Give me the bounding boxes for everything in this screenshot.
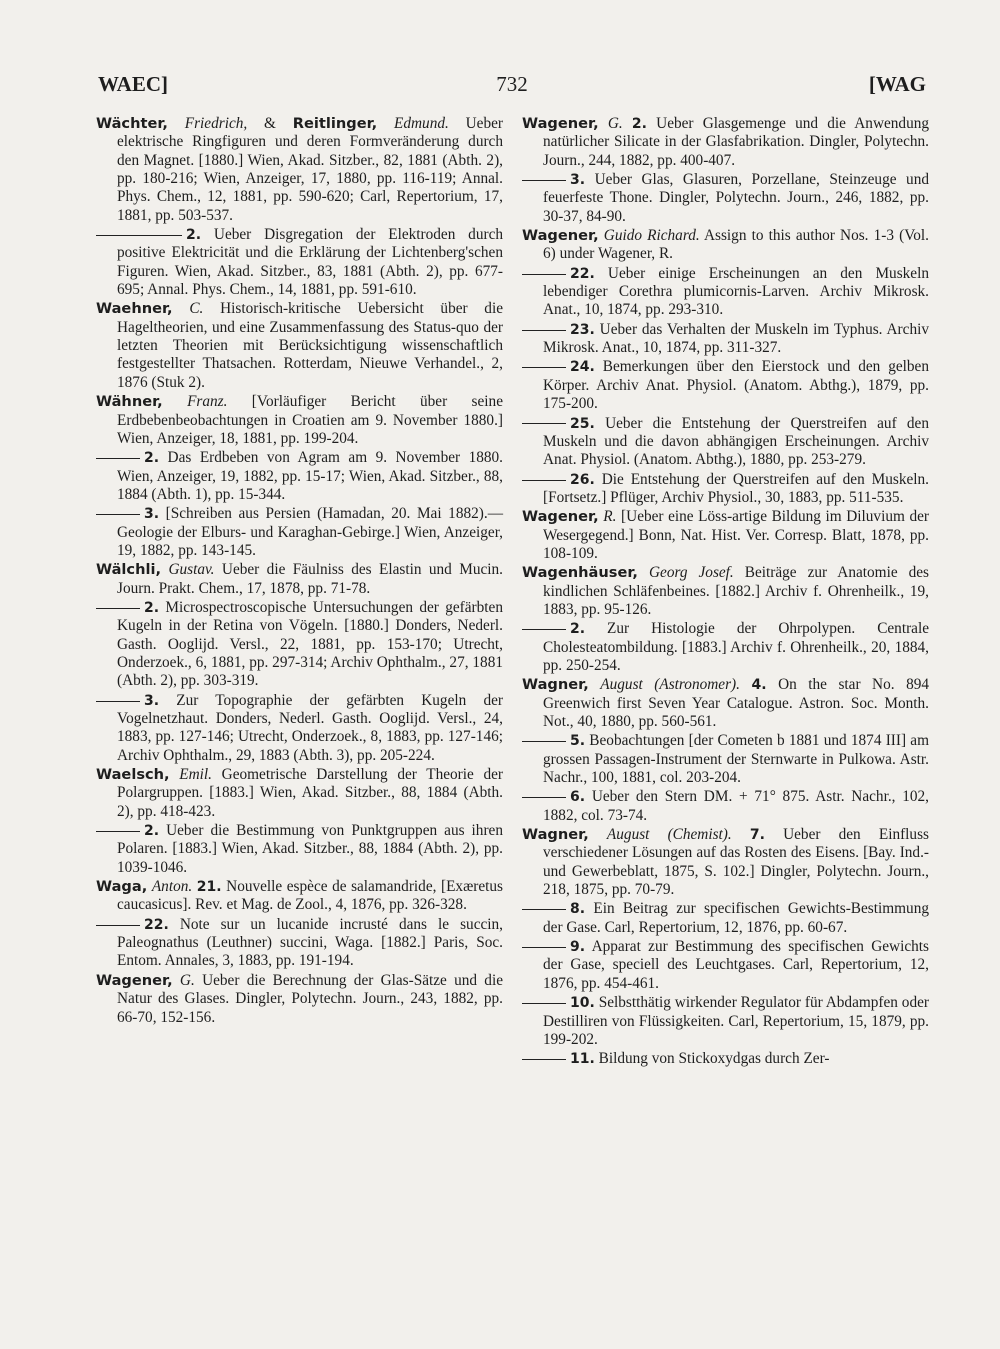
bibliography-entry <box>522 265 929 320</box>
coauthor-surname: Reitlinger, <box>292 115 378 132</box>
entry-number: 9. <box>570 939 586 956</box>
entry-text: Microspectroscopische Untersuchungen der gefärbten Kugeln in der Retina von Vögeln. [1880.] Donders, Nederl. Gasth. Ooglijd. Versl., 22, 1881, pp. 153-170; Utrecht, Onderzoek., 6, 1881, pp. 297-314; Archiv Ophthalm., 27, 1881 (Abth. 2), pp. 303-319. <box>117 598 503 690</box>
bibliography-entry <box>522 938 929 993</box>
author-surname: Wagener, <box>522 508 599 526</box>
author-given-name: C. <box>189 300 204 318</box>
bibliography-entry <box>96 878 503 915</box>
entry-number: 5. <box>570 733 586 750</box>
entry-text: [Vorläufiger Bericht über seine Erdbebenbeobachtungen in Croatien am 9. November 1880.] Wien, Anzeiger, 18, 1881, pp. 199-204. <box>117 393 503 447</box>
bibliography-entry <box>522 900 929 937</box>
author-surname: Wagener, <box>522 227 599 245</box>
entry-number: 2. <box>186 227 202 244</box>
repeat-author-dash <box>522 629 566 630</box>
entry-number: 8. <box>570 901 586 918</box>
repeat-author-dash <box>96 514 140 515</box>
entry-number: 22. <box>144 916 169 933</box>
bibliography-entry <box>522 676 929 731</box>
author-surname: Wälchli, <box>96 561 162 579</box>
entry-text: Ein Beitrag zur specifischen Gewichts-Bestimmung der Gase. Carl, Repertorium, 12, 1876, pp. 60-67. <box>543 900 929 936</box>
header-left-guide: WAEC] <box>98 72 169 96</box>
bibliography-entry <box>522 227 929 264</box>
bibliography-entry <box>96 561 503 598</box>
repeat-author-dash <box>96 701 140 702</box>
entry-text: Bildung von Stickoxydgas durch Zer- <box>598 1050 830 1068</box>
repeat-author-dash <box>96 608 140 609</box>
repeat-author-dash <box>522 909 566 910</box>
entry-number: 3. <box>144 506 160 523</box>
repeat-author-dash <box>96 458 140 459</box>
entry-number: 22. <box>570 265 595 282</box>
bibliography-entry <box>96 300 503 392</box>
author-given-name: Emil. <box>179 766 212 784</box>
repeat-author-dash <box>522 180 566 181</box>
entry-text: Historisch-kritische Uebersicht über die Hageltheorien, und eine Zusammenfassung des Status-quo der letzten Theorien mit Berücksichtigung wissenschaftlich festgestellter Thatsachen. Rotterdam, Nieuwe Verhandel., 2, 1876 (Stuk 2). <box>117 300 503 391</box>
bibliography-entry <box>96 972 503 1027</box>
entry-text: Ueber einige Erscheinungen an den Muskeln lebendiger Corethra plumicornis-Larven. Archiv Mikrosk. Anat., 10, 1874, pp. 293-310. <box>543 264 929 319</box>
header-right-guide: [WAG <box>868 72 926 96</box>
entry-number: 23. <box>570 321 595 338</box>
entry-text: Ueber den Einfluss verschiedener Lösungen auf das Rosten des Eisens. [Bay. Ind.- und Gewerbeblatt, 1875, S. 102.] Dingler, Polytechn. Journ., 218, 1875, pp. 70-79. <box>543 826 929 899</box>
repeat-author-dash <box>522 367 566 368</box>
entry-text: Ueber Disgregation der Elektroden durch positive Elektricität und die Erklärung der Lichtenberg'schen Figuren. Wien, Akad. Sitzber., 83, 1881 (Abth. 2), pp. 677-695; Annal. Phys. Chem., 14, 1881, pp. 591-610. <box>117 226 504 299</box>
author-separator: & <box>264 115 276 132</box>
author-surname: Wagener, <box>522 115 599 132</box>
bibliography-entry <box>522 358 929 413</box>
entry-text: [Ueber eine Löss-artige Bildung im Diluvium der Wesergegend.] Bonn, Nat. Hist. Ver. Corresp. Blatt, 1878, pp. 108-109. <box>543 508 930 562</box>
bibliography-entry <box>522 788 929 825</box>
repeat-author-dash <box>522 1059 566 1060</box>
entry-number: 2. <box>144 823 160 840</box>
author-surname: Wagner, <box>522 676 589 694</box>
entry-number: 6. <box>570 789 586 806</box>
author-surname: Wagener, <box>96 971 173 989</box>
entry-number: 2. <box>144 450 160 467</box>
repeat-author-dash <box>522 797 566 798</box>
entry-text: Beobachtungen [der Cometen b 1881 und 1874 III] am grossen Passagen-Instrument der Sternwarte in Pulkowa. Astr. Nachr., 100, 1881, col. 203-204. <box>543 732 929 787</box>
bibliography-entry <box>96 599 503 691</box>
entry-text: Ueber das Verhalten der Muskeln im Typhus. Archiv Mikrosk. Anat., 10, 1874, pp. 311-327. <box>543 320 929 357</box>
bibliography-entry <box>522 994 929 1049</box>
repeat-author-dash <box>522 947 566 948</box>
repeat-author-dash <box>522 330 566 331</box>
author-given-name: R. <box>603 508 617 526</box>
bibliography-entry <box>96 822 503 877</box>
entry-text: [Schreiben aus Persien (Hamadan, 20. Mai 1882).—Geologie der Elburs- und Karaghan-Gebirge.] Wien, Anzeiger, 19, 1882, pp. 143-145. <box>117 505 503 559</box>
bibliography-entry <box>522 321 929 358</box>
author-surname: Wähner, <box>96 393 163 411</box>
bibliography-entry <box>96 449 503 504</box>
bibliography-entry <box>96 226 503 299</box>
entry-number: 2. <box>570 621 586 638</box>
coauthor-given-name: Edmund. <box>394 115 449 132</box>
bibliography-entry <box>522 620 929 675</box>
author-given-name: Friedrich, <box>184 115 248 132</box>
entry-text: Selbstthätig wirkender Regulator für Abdampfen oder Destilliren von Flüssigkeiten. Carl, Repertorium, 15, 1879, pp. 199-202. <box>543 994 929 1048</box>
repeat-author-dash <box>522 274 566 275</box>
repeat-author-dash <box>522 741 566 742</box>
repeat-author-dash <box>522 480 566 481</box>
author-given-name: August (Astronomer). <box>600 676 740 694</box>
entry-text: Das Erdbeben von Agram am 9. November 1880. Wien, Anzeiger, 19, 1882, pp. 15-17; Wien, Akad. Sitzber., 88, 1884 (Abth. 1), pp. 15-344. <box>117 449 504 503</box>
entry-text: Zur Histologie der Ohrpolypen. Centrale Cholesteatombildung. [1883.] Archiv f. Ohrenheilk., 20, 1884, pp. 250-254. <box>543 620 930 674</box>
entry-text: Assign to this author Nos. 1-3 (Vol. 6) under Wagener, R. <box>543 227 930 263</box>
entry-text: Geometrische Darstellung der Theorie der Polargruppen. [1883.] Wien, Akad. Sitzber., 88, 1884 (Abth. 2), pp. 418-423. <box>117 766 503 820</box>
author-surname: Waehner, <box>96 300 173 318</box>
author-surname: Waelsch, <box>96 766 170 784</box>
entry-text: Nouvelle espèce de salamandride, [Exæretus caucasicus]. Rev. et Mag. de Zool., 4, 1876, pp. 326-328. <box>117 878 504 914</box>
entry-text: Ueber Glasgemenge und die Anwendung natürlicher Silicate in der Glasfabrikation. Dingler, Polytechn. Journ., 244, 1882, pp. 400-407. <box>543 115 930 169</box>
author-surname: Wagner, <box>522 826 589 844</box>
entry-number: 3. <box>144 692 160 709</box>
entry-text: Ueber elektrische Ringfiguren und deren Formveränderung durch den Magnet. [1880.] Wien, Akad. Sitzber., 82, 1881 (Abth. 2), pp. 180-216; Wien, Anzeiger, 17, 1880, pp. 116-119; Annal. Phys. Chem., 12, 1881, pp. 590-620; Carl, Repertorium, 17, 1881, pp. 503-537. <box>117 115 503 224</box>
author-surname: Wagenhäuser, <box>522 564 638 582</box>
bibliography-entry <box>96 692 503 765</box>
bibliography-entry <box>522 415 929 470</box>
author-given-name: Georg Josef. <box>648 564 734 582</box>
bibliography-entry <box>96 115 503 225</box>
entry-text: On the star No. 894 Greenwich first Seven Year Catalogue. Astron. Soc. Month. Not., 40, 1880, pp. 560-561. <box>543 676 930 730</box>
entry-number: 2. <box>631 116 647 132</box>
bibliography-entry <box>522 564 929 619</box>
bibliography-entry <box>522 826 929 899</box>
entry-number: 10. <box>570 995 595 1012</box>
entry-text: Ueber die Bestimmung von Punktgruppen aus ihren Polaren. [1883.] Wien, Akad. Sitzber., 88, 1884 (Abth. 2), pp. 1039-1046. <box>117 822 503 876</box>
bibliography-entry <box>522 171 929 226</box>
entry-text: Note sur un lucanide incrusté dans le succin, Paleognathus (Leuthner) succini, Waga. [1882.] Paris, Soc. Entom. Annales, 3, 1883, pp. 191-194. <box>117 915 503 970</box>
author-surname: Waga, <box>96 878 148 896</box>
entry-text: Zur Topographie der gefärbten Kugeln der Vogelnetzhaut. Donders, Nederl. Gasth. Ooglijd. Versl., 24, 1883, pp. 127-146; Utrecht, Onderzoek., 8, 1883, pp. 127-146; Archiv Ophthalm., 29, 1883 (Abth. 3), pp. 205-224. <box>117 691 503 764</box>
entry-text: Ueber die Berechnung der Glas-Sätze und die Natur des Glases. Dingler, Polytechn. Journ., 243, 1882, pp. 66-70, 152-156. <box>117 971 503 1026</box>
bibliography-entry <box>522 732 929 787</box>
entry-text: Ueber Glas, Glasuren, Porzellane, Steinzeuge und feuerfeste Thone. Dingler, Polytechn. Journ., 246, 1882, pp. 30-37, 84-90. <box>543 171 929 225</box>
author-given-name: Gustav. <box>168 561 215 579</box>
right-column <box>522 115 929 1070</box>
bibliography-entry <box>522 508 929 563</box>
entry-text: Ueber die Entstehung der Querstreifen auf den Muskeln und die davon abhängigen Erscheinungen. Archiv Anat. Physiol. (Anatom. Abthg.), 1880, pp. 253-279. <box>543 414 929 469</box>
entry-number: 25. <box>570 415 595 432</box>
repeat-author-dash <box>96 925 140 926</box>
bibliography-entry <box>96 505 503 560</box>
entry-number: 21. <box>196 879 222 896</box>
entry-text: Beiträge zur Anatomie des kindlichen Schläfenbeines. [1882.] Archiv f. Ohrenheilk., 19, 1883, pp. 95-126. <box>543 564 930 618</box>
bibliography-entry <box>96 916 503 971</box>
repeat-author-dash <box>522 423 566 424</box>
repeat-author-dash <box>96 831 140 832</box>
page-header <box>98 72 926 102</box>
author-given-name: G. <box>607 115 623 132</box>
bibliography-entry <box>522 1050 929 1068</box>
entry-number: 3. <box>570 172 586 189</box>
entry-number: 7. <box>749 827 765 844</box>
bibliography-entry <box>96 766 503 821</box>
entry-text: Apparat zur Bestimmung des specifischen Gewichts der Gase, speciell des Leuchtgases. Carl, Repertorium, 12, 1876, pp. 454-461. <box>543 938 929 992</box>
entry-number: 2. <box>144 599 160 616</box>
bibliography-entry <box>522 115 929 170</box>
entry-number: 26. <box>570 471 595 488</box>
author-surname: Wächter, <box>96 115 168 132</box>
left-column <box>96 115 503 1028</box>
entry-text: Ueber den Stern DM. + 71° 875. Astr. Nachr., 102, 1882, col. 73-74. <box>543 788 929 824</box>
author-given-name: G. <box>179 971 195 989</box>
entry-number: 24. <box>570 359 595 376</box>
repeat-author-dash <box>96 235 182 236</box>
bibliography-entry <box>96 393 503 448</box>
entry-text: Ueber die Fäulniss des Elastin und Mucin. Journ. Prakt. Chem., 17, 1878, pp. 71-78. <box>117 561 504 597</box>
entry-text: Bemerkungen über den Eierstock und den gelben Körper. Archiv Anat. Physiol. (Anatom. Abthg.), 1879, pp. 175-200. <box>543 358 929 413</box>
author-given-name: Guido Richard. <box>603 227 700 245</box>
page-number: 732 <box>496 72 528 96</box>
entry-number: 11. <box>570 1051 595 1068</box>
bibliography-entry <box>522 471 929 508</box>
repeat-author-dash <box>522 1003 566 1004</box>
author-given-name: Franz. <box>187 393 228 411</box>
author-given-name: Anton. <box>151 878 193 896</box>
entry-text: Die Entstehung der Querstreifen auf den Muskeln. [Fortsetz.] Pflüger, Archiv Physiol., 30, 1883, pp. 511-535. <box>543 470 929 506</box>
entry-number: 4. <box>751 677 767 694</box>
author-given-name: August (Chemist). <box>606 826 732 844</box>
